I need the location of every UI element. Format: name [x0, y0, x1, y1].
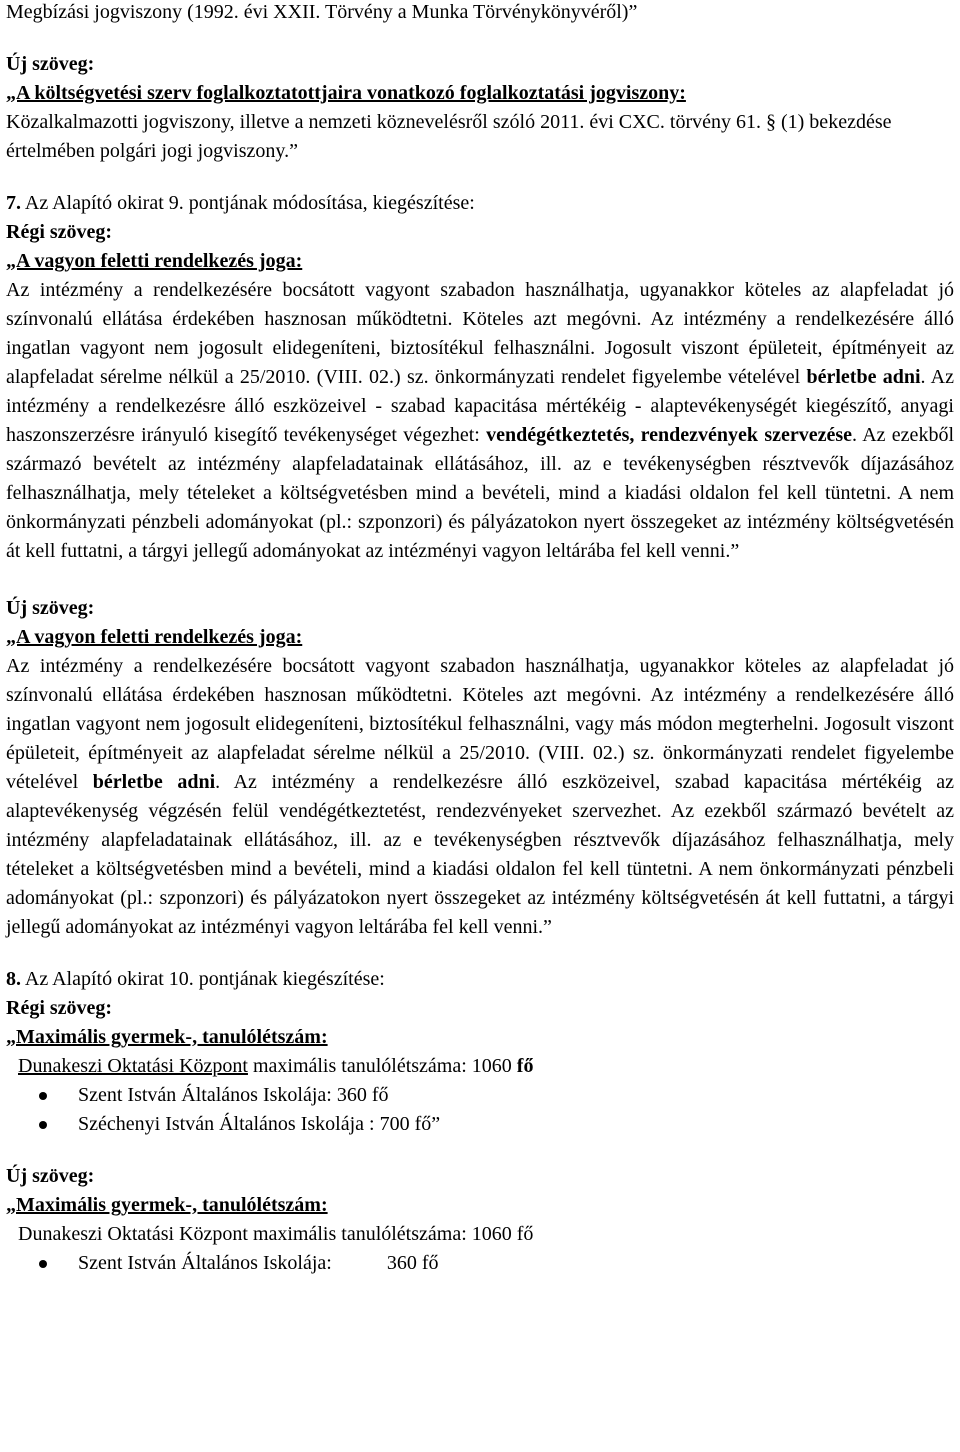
list-item-value: 360 fő	[386, 1252, 439, 1274]
old-text-label: Régi szöveg:	[6, 221, 113, 243]
list-item	[6, 1249, 954, 1278]
new-text-label: Új szöveg:	[6, 53, 95, 75]
new-heading: „A vagyon feletti rendelkezés joga:	[6, 626, 303, 648]
new-school-list	[6, 1249, 954, 1278]
old-bold-catering: vendégétkeztetés, rendezvények szervezése	[486, 424, 853, 446]
old-paragraph-part-3: . Az ezekből származó bevételt az intézmény alapfeladatainak ellátásához, ill. az e tevékenységben résztvevők díjazásához felhasználhatja, mely tételeket a költségvetésben mind a bevételi, mind a kiadási oldalon fel kell tüntetni. A nem önkormányzati pénzbeli adományokat (pl.: szponzori) és pályázatokon nyert összegeket az intézmény költségvetésén át kell futtatni, a tárgyi jellegű adományokat az intézményi vagyon leltárába fel kell venni.”	[6, 424, 954, 562]
old-center-unit: fő	[516, 1055, 534, 1077]
new-text-label-2: Új szöveg:	[6, 597, 95, 619]
old-heading: „A vagyon feletti rendelkezés joga:	[6, 250, 303, 272]
list-item: Szent István Általános Iskolája: 360 fő	[6, 1081, 954, 1110]
old-paragraph-part-1: Az intézmény a rendelkezésére bocsátott vagyont szabadon használhatja, ugyanakkor köteles az alapfeladat jó színvonalú ellátása érdekében hasznosan működtetni. Köteles azt megóvni. Az intézmény a rendelkezésére álló ingatlan vagyont nem jogosult elidegeníteni, biztosítékul felhasználni. Jogosult viszont épületeit, építményeit az alapfeladat sérelme nélkül a 25/2010. (VIII. 02.) sz. önkormányzati rendelet figyelembe vételével	[6, 279, 954, 388]
intro-top-line: Megbízási jogviszony (1992. évi XXII. Törvény a Munka Törvénykönyvéről)”	[6, 1, 638, 23]
intro-heading: „A költségvetési szerv foglalkoztatottjaira vonatkozó foglalkoztatási jogviszony:	[6, 82, 686, 104]
old-heading-8	[6, 1023, 954, 1052]
old-center-name: Dunakeszi Oktatási Központ	[18, 1055, 248, 1077]
list-item: Széchenyi István Általános Iskolája : 700 fő”	[6, 1110, 954, 1139]
new-paragraph	[6, 652, 954, 942]
old-bold-rent: bérletbe adni	[806, 366, 921, 388]
old-text-label-8: Régi szöveg:	[6, 997, 113, 1019]
old-heading-8-quote: „	[6, 1026, 16, 1048]
new-heading-8-text: Maximális gyermek-, tanulólétszám:	[16, 1194, 328, 1216]
section-7-title-text: Az Alapító okirat 9. pontjának módosítása, kiegészítése:	[21, 192, 475, 214]
old-school-list	[6, 1081, 954, 1139]
list-item-label: Szent István Általános Iskolája:	[78, 1252, 332, 1274]
new-heading-8-quote: „	[6, 1194, 16, 1216]
old-heading-8-text: Maximális gyermek-, tanulólétszám:	[16, 1026, 328, 1048]
section-7-number: 7.	[6, 192, 21, 214]
new-paragraph-part-1: Az intézmény a rendelkezésére bocsátott vagyont szabadon használhatja, ugyanakkor köteles az alapfeladat jó színvonalú ellátása érdekében hasznosan működtetni. Köteles azt megóvni. Az intézmény a rendelkezésére álló ingatlan vagyont nem jogosult elidegeníteni, biztosítékul felhasználni, vagy más módon megterhelni. Jogosult viszont épületeit, építményeit az alapfeladat sérelme nélkül a 25/2010. (VIII. 02.) sz. önkormányzati rendelet figyelembe vételével	[6, 655, 954, 793]
section-7-title	[6, 189, 954, 218]
section-8-number: 8.	[6, 968, 21, 990]
new-center-line: Dunakeszi Oktatási Központ maximális tanulólétszáma: 1060 fő	[18, 1223, 534, 1245]
new-paragraph-part-2: . Az intézmény a rendelkezésre álló eszközeivel, szabad kapacitása mértékéig az alaptevékenység végzésén felül vendégétkeztetést, rendezvényeket szervezhet. Az ezekből származó bevételt az intézmény alapfeladatainak ellátásához, ill. az e tevékenységben résztvevők díjazásához felhasználhatja, mely tételeket a költségvetésben mind a bevételi, mind a kiadási oldalon fel kell tüntetni. A nem önkormányzati pénzbeli adományokat (pl.: szponzori) és pályázatokon nyert összegeket az intézmény költségvetésén át kell futtatni, a tárgyi jellegű adományokat az intézményi vagyon leltárába fel kell venni.”	[6, 771, 954, 938]
intro-paragraph: Közalkalmazotti jogviszony, illetve a nemzeti köznevelésről szóló 2011. évi CXC. törvény 61. § (1) bekezdése értelmében polgári jogi jogviszony.”	[6, 111, 892, 162]
old-center-line	[6, 1052, 954, 1081]
old-paragraph-part-2: . Az intézmény a rendelkezésre álló eszközeivel - szabad kapacitása mértékéig - alaptevékenységét kiegészítő, anyagi haszonszerzésre irányuló kisegítő tevékenységet végezhet:	[6, 366, 955, 446]
section-8-title	[6, 965, 954, 994]
old-center-capacity: maximális tanulólétszáma: 1060	[247, 1055, 517, 1077]
new-bold-rent: bérletbe adni	[92, 771, 216, 793]
new-heading-8	[6, 1191, 954, 1220]
new-text-label-8: Új szöveg:	[6, 1165, 95, 1187]
section-8-title-text: Az Alapító okirat 10. pontjának kiegészítése:	[21, 968, 385, 990]
old-paragraph	[6, 276, 954, 566]
